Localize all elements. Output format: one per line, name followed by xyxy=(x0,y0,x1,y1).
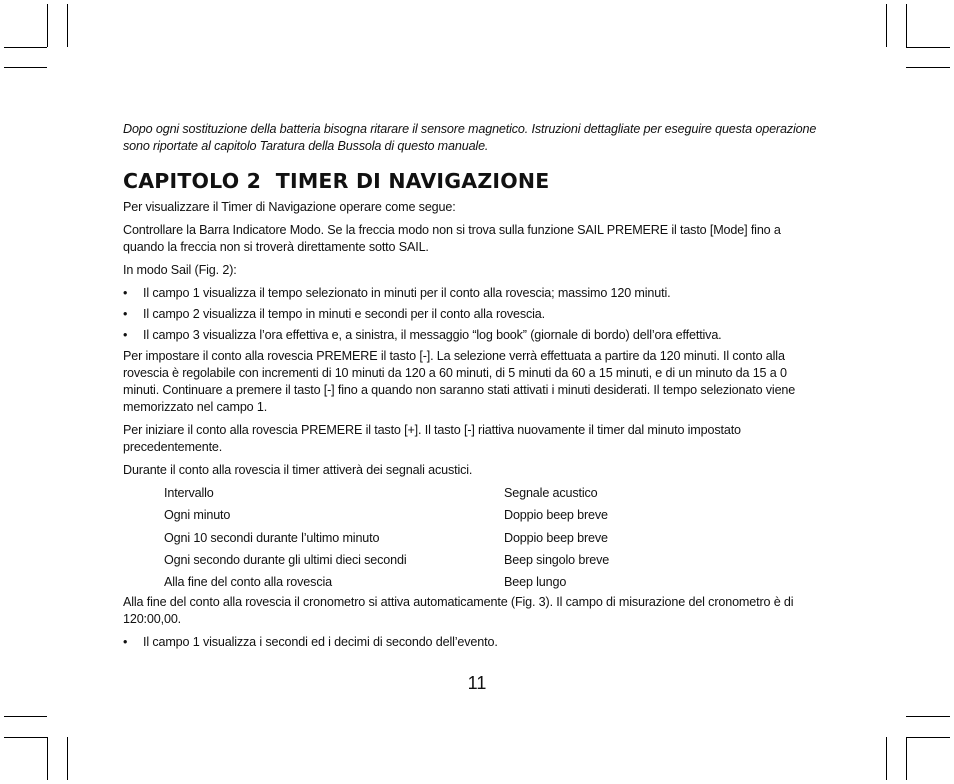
table-cell: Ogni secondo durante gli ultimi dieci secondi xyxy=(164,552,407,567)
crop-mark xyxy=(67,737,68,780)
table-cell: Beep singolo breve xyxy=(504,552,610,567)
paragraph: Alla fine del conto alla rovescia il cronometro si attiva automaticamente (Fig. 3). Il campo di misurazione del cronometro è di 120:00,00. xyxy=(123,595,794,627)
table-cell: Beep lungo xyxy=(504,575,567,590)
intro-note: Dopo ogni sostituzione della batteria bisogna ritarare il sensore magnetico. Istruzioni dettagliate per eseguire questa operazione sono riportate al capitolo Taratura della Bussola di questo manuale. xyxy=(123,122,817,153)
crop-mark xyxy=(4,47,47,48)
bullet-glyph: • xyxy=(123,307,128,321)
bullet-list xyxy=(123,634,819,651)
list-item xyxy=(123,327,819,344)
table-cell: Doppio beep breve xyxy=(504,530,608,545)
paragraph: Per impostare il conto alla rovescia PREMERE il tasto [-]. La selezione verrà effettuata a partire da 120 minuti. Il conto alla rovescia è regolabile con incrementi di 10 minuti da 120 a 60 minuti, di 5 minuti da 60 a 15 minuti, e di un minuto da 15 a 0 minuti. Continuare a premere il tasto [-] fino a quando non saranno stati attivati i minuti desiderati. Il tempo selezionato viene memorizzato nel campo 1. xyxy=(123,349,796,414)
list-item xyxy=(123,306,819,323)
chapter-title: CAPITOLO 2 TIMER DI NAVIGAZIONE xyxy=(123,169,550,193)
table-cell: Alla fine del conto alla rovescia xyxy=(164,575,332,590)
crop-mark xyxy=(886,737,887,780)
list-item-text: Il campo 3 visualizza l’ora effettiva e, a sinistra, il messaggio “log book” (giornale di bordo) dell’ora effettiva. xyxy=(143,328,722,342)
paragraph: Controllare la Barra Indicatore Modo. Se la freccia modo non si trova sulla funzione SAIL PREMERE il tasto [Mode] fino a quando la freccia non si troverà direttamente sotto SAIL. xyxy=(123,223,781,254)
crop-mark xyxy=(4,67,47,68)
table-cell: Ogni minuto xyxy=(164,508,231,523)
crop-mark xyxy=(47,737,48,780)
crop-mark xyxy=(906,4,907,47)
bullet-list xyxy=(123,285,819,344)
bullet-glyph: • xyxy=(123,286,128,300)
bullet-glyph: • xyxy=(123,328,128,342)
crop-mark xyxy=(906,47,950,48)
list-item xyxy=(123,634,819,651)
table-cell: Doppio beep breve xyxy=(504,508,608,523)
table-cell: Ogni 10 secondi durante l’ultimo minuto xyxy=(164,530,380,545)
crop-mark xyxy=(4,737,47,738)
page-content xyxy=(123,121,819,655)
paragraph: Durante il conto alla rovescia il timer attiverà dei segnali acustici. xyxy=(123,463,473,477)
crop-mark xyxy=(906,737,950,738)
list-item-text: Il campo 2 visualizza il tempo in minuti e secondi per il conto alla rovescia. xyxy=(143,307,545,321)
crop-mark xyxy=(906,737,907,780)
list-item-text: Il campo 1 visualizza il tempo selezionato in minuti per il conto alla rovescia; massimo 120 minuti. xyxy=(143,286,671,300)
crop-mark xyxy=(886,4,887,47)
beep-table xyxy=(164,485,819,596)
page-number: 11 xyxy=(467,673,487,693)
paragraph: Per visualizzare il Timer di Navigazione operare come segue: xyxy=(123,200,456,214)
table-row xyxy=(164,530,819,552)
crop-mark xyxy=(47,4,48,47)
crop-mark xyxy=(4,716,47,717)
crop-mark xyxy=(67,4,68,47)
table-row xyxy=(164,552,819,574)
table-row xyxy=(164,574,819,596)
list-item-text: Il campo 1 visualizza i secondi ed i decimi di secondo dell’evento. xyxy=(143,635,498,650)
table-header-cell: Intervallo xyxy=(164,486,214,500)
table-header-cell: Segnale acustico xyxy=(504,486,598,500)
table-row xyxy=(164,507,819,529)
bullet-glyph: • xyxy=(123,635,128,650)
paragraph: In modo Sail (Fig. 2): xyxy=(123,263,237,277)
crop-mark xyxy=(906,67,950,68)
list-item xyxy=(123,285,819,302)
paragraph: Per iniziare il conto alla rovescia PREMERE il tasto [+]. Il tasto [-] riattiva nuovamente il timer dal minuto impostato precedentemente. xyxy=(123,423,741,454)
crop-mark xyxy=(906,716,950,717)
table-header-row xyxy=(164,485,819,507)
